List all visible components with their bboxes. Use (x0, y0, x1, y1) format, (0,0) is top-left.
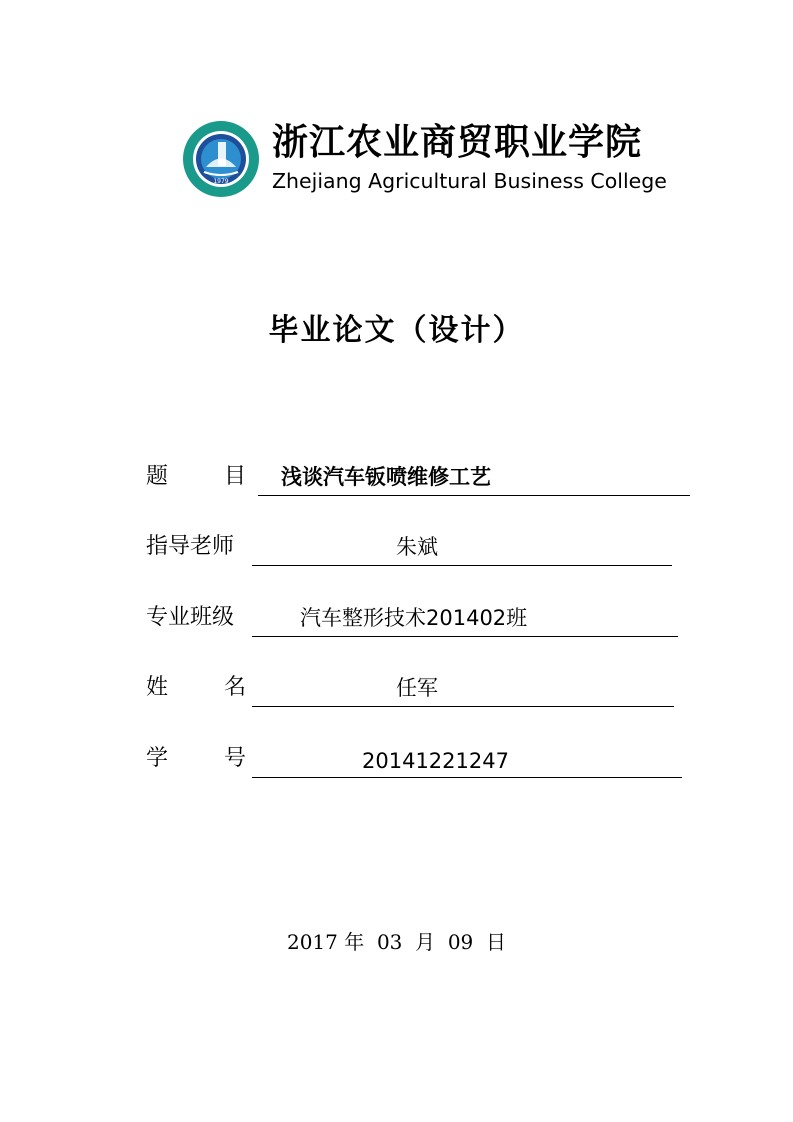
field-name-underline (252, 706, 674, 707)
field-topic (146, 462, 692, 496)
field-student-id (146, 744, 684, 778)
field-advisor-label: 指导老师 (146, 534, 235, 559)
field-student-id-value: 20141221247 (362, 749, 509, 773)
field-advisor-underline (252, 565, 672, 566)
document-title: 毕业论文（设计） (268, 313, 525, 348)
college-name-cn: 浙江农业商贸职业学院 (272, 121, 643, 163)
field-topic-value: 浅谈汽车钣喷维修工艺 (281, 465, 491, 489)
field-advisor-value: 朱斌 (396, 535, 438, 559)
field-class (146, 603, 680, 637)
field-advisor (146, 532, 676, 566)
field-student-id-underline (252, 777, 682, 778)
field-class-underline (252, 636, 678, 637)
field-student-id-label: 学 号 (146, 746, 246, 771)
field-topic-underline (258, 495, 690, 496)
emblem-year: 1979 (213, 178, 229, 185)
field-class-value: 汽车整形技术201402班 (300, 606, 528, 630)
college-name-en: Zhejiang Agricultural Business College (272, 169, 667, 193)
college-emblem-icon (182, 120, 260, 198)
field-class-label: 专业班级 (146, 605, 235, 630)
field-name-label: 姓 名 (146, 675, 246, 700)
submission-date: 2017 年 03 月 09 日 (286, 930, 506, 954)
field-name (146, 673, 676, 707)
field-topic-label: 题 目 (146, 464, 246, 489)
field-name-value: 任军 (396, 676, 438, 700)
college-logo (182, 120, 667, 200)
